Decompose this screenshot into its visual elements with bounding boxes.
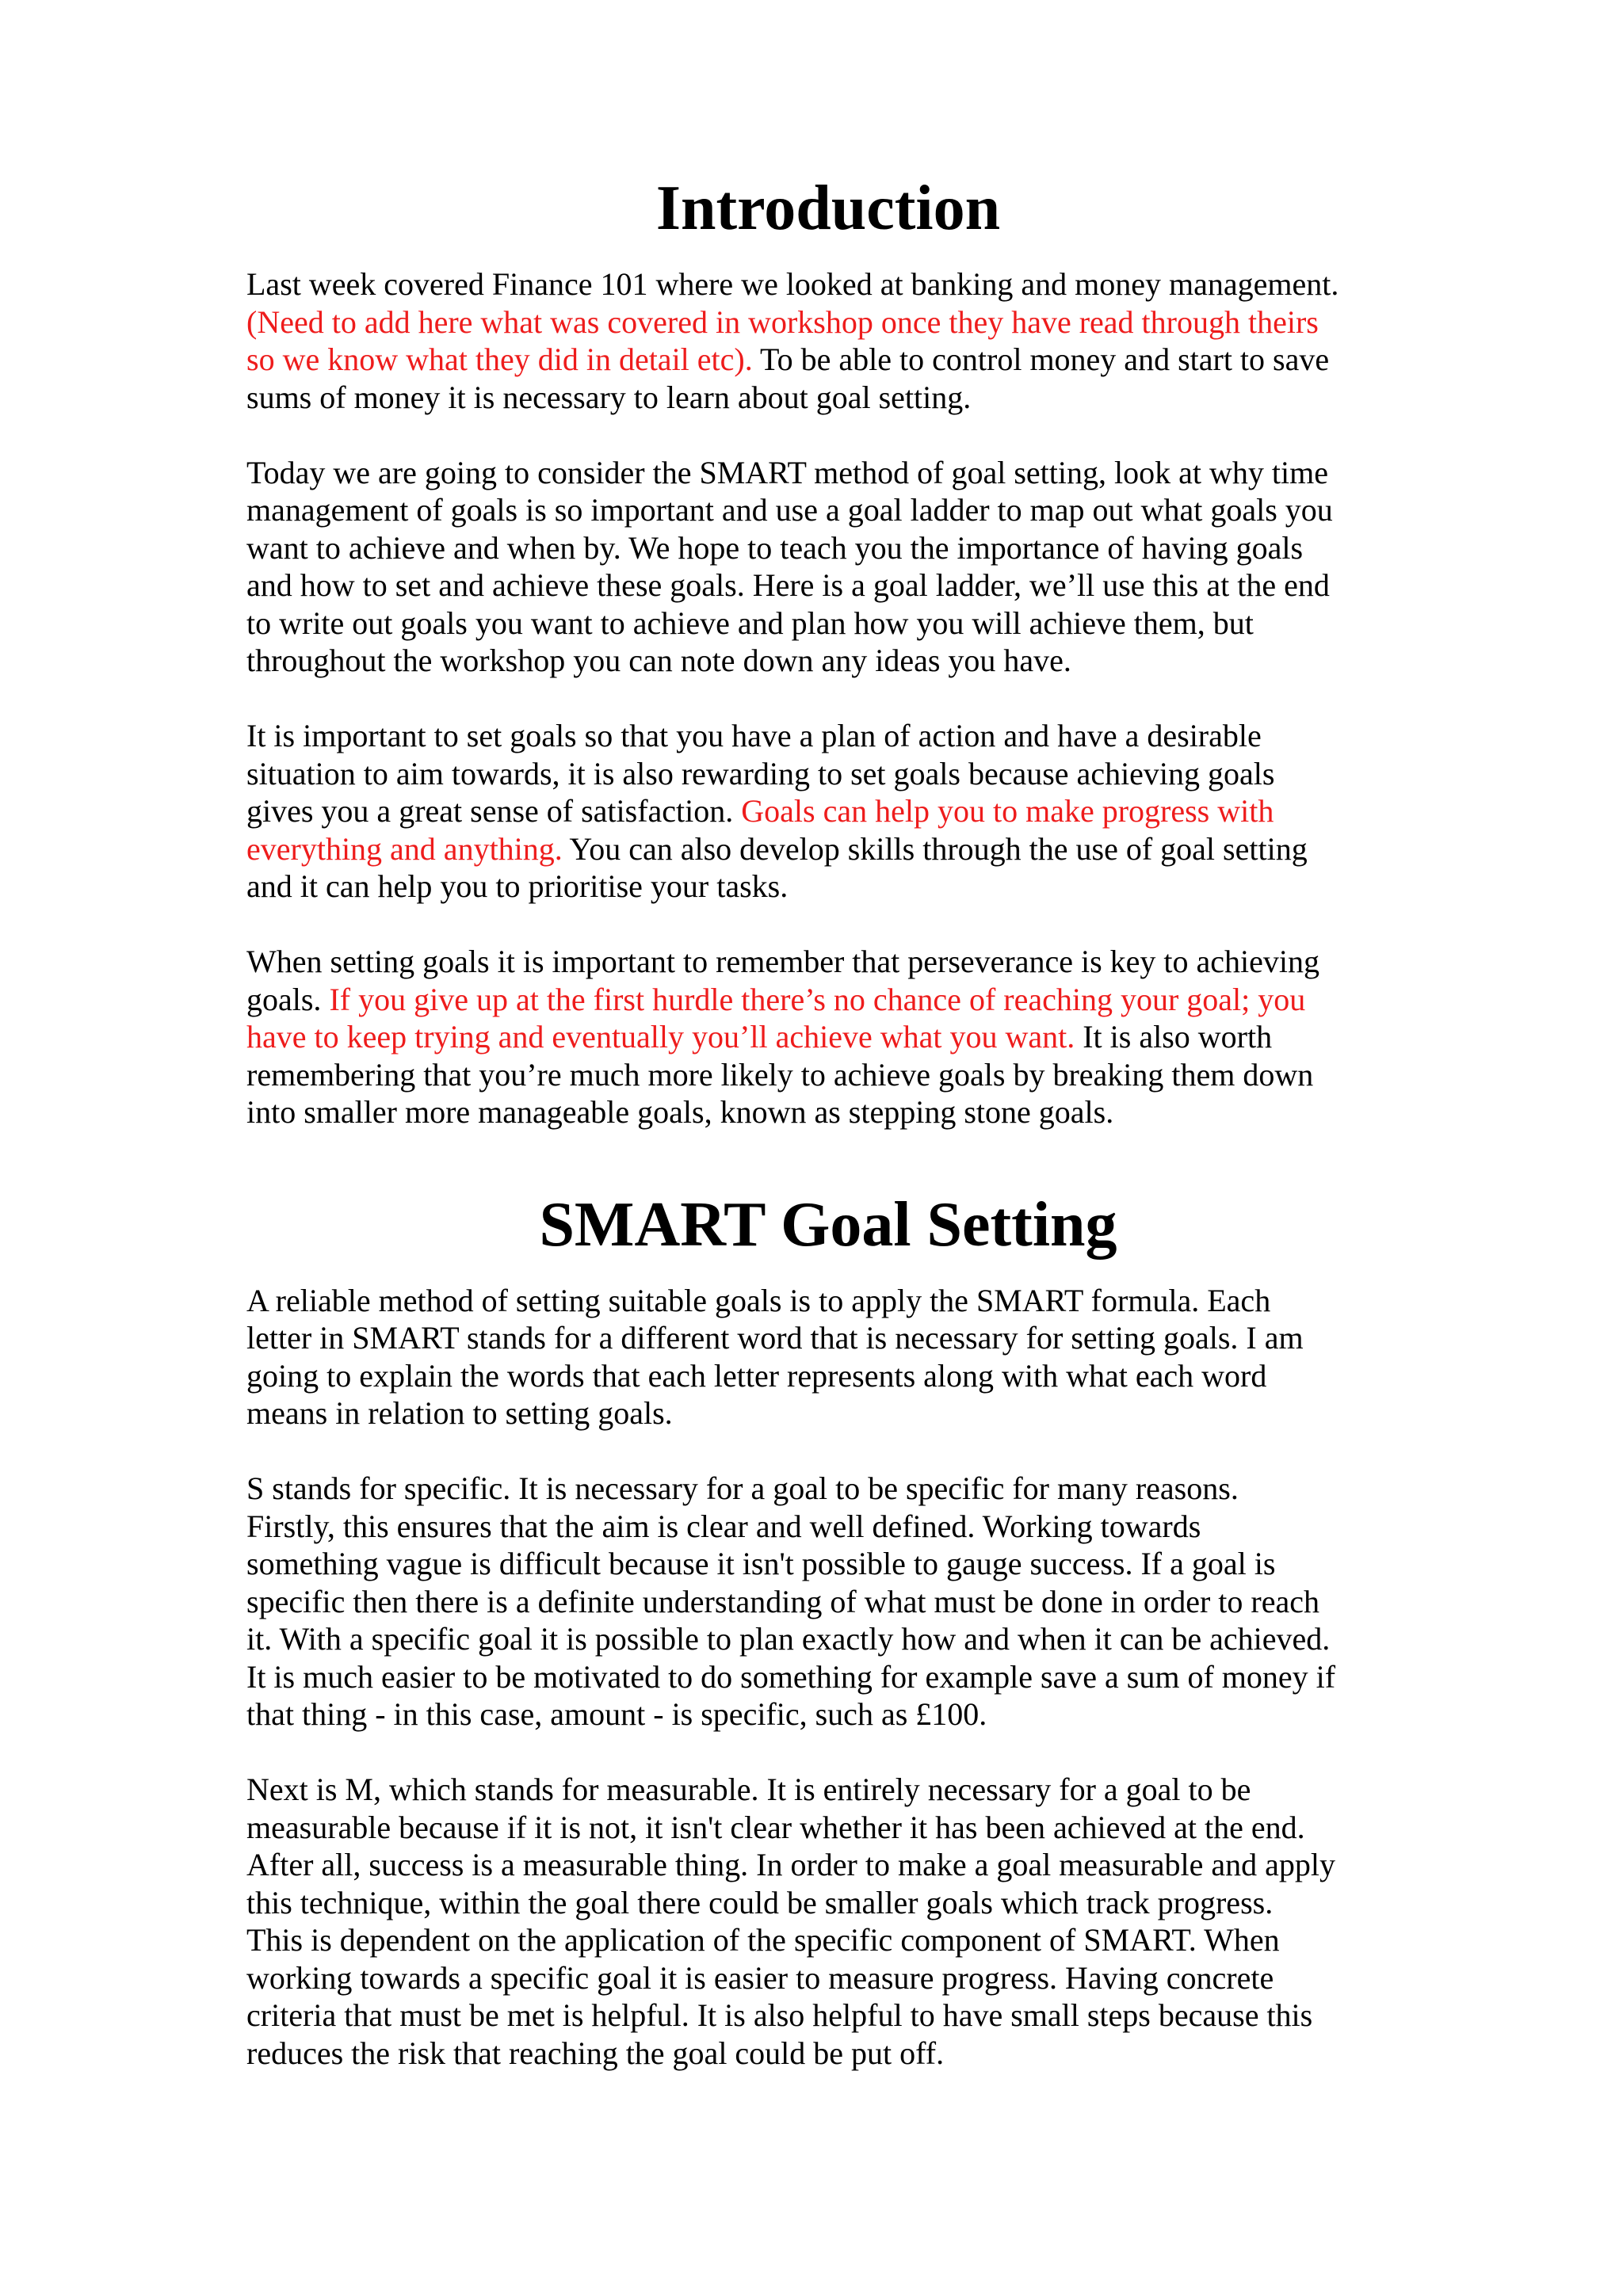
spacer: [246, 416, 1388, 454]
paragraph: [246, 265, 1388, 416]
text-line: [246, 566, 1388, 605]
paragraph: [246, 1470, 1388, 1733]
body-text: letter in SMART stands for a different word that is necessary for setting goals. I am: [246, 1320, 1304, 1356]
highlighted-note-text: If you give up at the first hurdle there’s no chance of reaching your goal; you: [329, 981, 1306, 1017]
text-line: [246, 2035, 1388, 2073]
body-text: something vague is difficult because it isn't possible to gauge success. If a goal is: [246, 1546, 1276, 1581]
body-text: situation to aim towards, it is also rewarding to set goals because achieving goals: [246, 755, 1275, 791]
spacer: [246, 906, 1388, 944]
text-line: [246, 1583, 1388, 1621]
highlighted-note-text: so we know what they did in detail etc).: [246, 341, 753, 377]
document-body: [246, 174, 1388, 2072]
text-line: [246, 379, 1388, 417]
body-text: It is also worth: [1075, 1019, 1273, 1055]
body-text: gives you a great sense of satisfaction.: [246, 793, 742, 829]
text-line: [246, 1282, 1388, 1320]
text-line: [246, 1921, 1388, 1959]
body-text: that thing - in this case, amount - is specific, such as £100.: [246, 1696, 987, 1732]
body-text: It is important to set goals so that you have a plan of action and have a desirable: [246, 718, 1262, 753]
text-line: [246, 529, 1388, 567]
text-line: [246, 642, 1388, 680]
text-line: [246, 981, 1388, 1019]
text-line: [246, 1658, 1388, 1696]
body-text: working towards a specific goal it is easier to measure progress. Having concrete: [246, 1959, 1274, 1996]
body-text: When setting goals it is important to remember that perseverance is key to achieving: [246, 944, 1320, 979]
paragraph: [246, 1282, 1388, 1432]
text-line: [246, 605, 1388, 643]
body-text: goals.: [246, 981, 330, 1017]
text-line: [246, 1018, 1388, 1056]
body-text: You can also develop skills through the use of goal setting: [562, 830, 1308, 867]
body-text: criteria that must be met is helpful. It is also helpful to have small steps because this: [246, 1997, 1313, 2033]
body-text: management of goals is so important and use a goal ladder to map out what goals you: [246, 492, 1333, 528]
paragraph: [246, 717, 1388, 906]
body-text: and it can help you to prioritise your tasks.: [246, 868, 789, 904]
body-text: measurable because if it is not, it isn't clear whether it has been achieved at the end.: [246, 1809, 1305, 1845]
body-text: Firstly, this ensures that the aim is clear and well defined. Working towards: [246, 1508, 1201, 1544]
text-line: [246, 1959, 1388, 1997]
body-text: remembering that you’re much more likely to achieve goals by breaking them down: [246, 1056, 1314, 1093]
text-line: [246, 1846, 1388, 1884]
body-text: A reliable method of setting suitable goals is to apply the SMART formula. Each: [246, 1282, 1271, 1318]
spacer: [246, 1432, 1388, 1470]
text-line: [246, 1884, 1388, 1922]
highlighted-note-text: have to keep trying and eventually you’ll achieve what you want.: [246, 1019, 1075, 1055]
body-text: it. With a specific goal it is possible to plan exactly how and when it can be achieved.: [246, 1621, 1331, 1657]
spacer: [246, 680, 1388, 718]
text-line: [246, 1771, 1388, 1809]
spacer: [246, 1733, 1388, 1772]
body-text: going to explain the words that each letter represents along with what each word: [246, 1357, 1267, 1394]
text-line: [246, 1997, 1388, 2035]
text-line: [246, 717, 1388, 755]
text-line: [246, 1470, 1388, 1508]
paragraph: [246, 943, 1388, 1131]
text-line: [246, 1394, 1388, 1432]
text-line: [246, 1357, 1388, 1395]
body-text: specific then there is a definite understanding of what must be done in order to reach: [246, 1583, 1319, 1619]
text-line: [246, 303, 1388, 341]
body-text: means in relation to setting goals.: [246, 1395, 673, 1431]
body-text: Last week covered Finance 101 where we looked at banking and money management.: [246, 266, 1339, 302]
body-text: After all, success is a measurable thing. In order to make a goal measurable and apply: [246, 1847, 1335, 1882]
body-text: this technique, within the goal there could be smaller goals which track progress.: [246, 1884, 1274, 1920]
heading-introduction: Introduction: [655, 174, 1001, 243]
paragraph: [246, 454, 1388, 680]
body-text: throughout the workshop you can note down any ideas you have.: [246, 643, 1071, 678]
paragraph: [246, 1771, 1388, 2072]
text-line: [246, 454, 1388, 492]
body-text: and how to set and achieve these goals. Here is a goal ladder, we’ll use this at the end: [246, 567, 1330, 603]
body-text: This is dependent on the application of the specific component of SMART. When: [246, 1922, 1280, 1958]
text-line: [246, 792, 1388, 830]
body-text: want to achieve and when by. We hope to teach you the importance of having goals: [246, 529, 1304, 566]
body-text: to write out goals you want to achieve and plan how you will achieve them, but: [246, 605, 1254, 641]
body-text: S stands for specific. It is necessary for a goal to be specific for many reasons.: [246, 1470, 1239, 1506]
text-line: [246, 1319, 1388, 1357]
text-line: [246, 830, 1388, 868]
text-line: [246, 868, 1388, 906]
text-line: [246, 1545, 1388, 1583]
body-text: It is much easier to be motivated to do something for example save a sum of money if: [246, 1658, 1336, 1695]
body-text: Next is M, which stands for measurable. It is entirely necessary for a goal to be: [246, 1772, 1251, 1807]
heading-smart-goal-setting: SMART Goal Setting: [539, 1189, 1117, 1260]
highlighted-note-text: (Need to add here what was covered in workshop once they have read through theirs: [246, 303, 1319, 340]
text-line: [246, 265, 1388, 303]
highlighted-note-text: Goals can help you to make progress with: [741, 793, 1274, 829]
highlighted-note-text: everything and anything.: [246, 830, 563, 867]
text-line: [246, 341, 1388, 379]
text-line: [246, 1809, 1388, 1847]
text-line: [246, 1620, 1388, 1658]
text-line: [246, 491, 1388, 529]
text-line: [246, 1508, 1388, 1546]
text-line: [246, 1695, 1388, 1733]
body-text: To be able to control money and start to save: [752, 341, 1330, 377]
text-line: [246, 1056, 1388, 1094]
body-text: Today we are going to consider the SMART method of goal setting, look at why time: [246, 454, 1328, 490]
body-text: reduces the risk that reaching the goal could be put off.: [246, 2035, 945, 2071]
body-text: sums of money it is necessary to learn about goal setting.: [246, 379, 972, 415]
text-line: [246, 943, 1388, 981]
text-line: [246, 755, 1388, 793]
body-text: into smaller more manageable goals, known as stepping stone goals.: [246, 1094, 1114, 1130]
text-line: [246, 1093, 1388, 1131]
